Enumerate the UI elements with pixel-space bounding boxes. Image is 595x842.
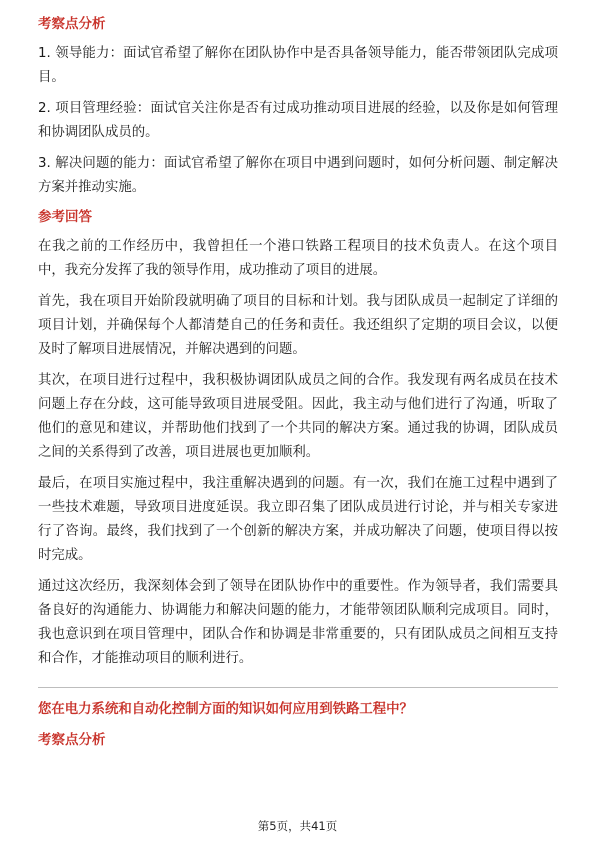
- section-title-analysis: 考察点分析: [38, 16, 106, 32]
- document-page: [38, 14, 558, 758]
- answer-paragraph-1: 在我之前的工作经历中，我曾担任一个港口铁路工程项目的技术负责人。在这个项目中，我充分发挥了我的领导作用，成功推动了项目的进展。: [38, 239, 558, 278]
- answer-paragraph-5: 通过这次经历，我深刻体会到了领导在团队协作中的重要性。作为领导者，我们需要具备良好的沟通能力、协调能力和解决问题的能力，才能带领团队顺利完成项目。同时，我也意识到在项目管理中，团队合作和协调是非常重要的，只有团队成员之间相互支持和合作，才能推动项目的顺利进行。: [38, 579, 558, 666]
- analysis-item-2: 2. 项目管理经验：面试官关注你是否有过成功推动项目进展的经验，以及你是如何管理和协调团队成员的。: [38, 101, 558, 140]
- section-title-analysis-next: 考察点分析: [38, 732, 106, 748]
- section-divider: [38, 687, 558, 688]
- section-title-answer: 参考回答: [38, 209, 92, 225]
- answer-paragraph-2: 首先，我在项目开始阶段就明确了项目的目标和计划。我与团队成员一起制定了详细的项目计划，并确保每个人都清楚自己的任务和责任。我还组织了定期的项目会议，以便及时了解项目进展情况，并解决遇到的问题。: [38, 294, 558, 357]
- analysis-item-1: 1. 领导能力：面试官希望了解你在团队协作中是否具备领导能力，能否带领团队完成项目。: [38, 46, 558, 85]
- analysis-item-3: 3. 解决问题的能力：面试官希望了解你在项目中遇到问题时，如何分析问题、制定解决方案并推动实施。: [38, 156, 558, 195]
- page-number: 第5页，共41页: [257, 819, 338, 833]
- answer-paragraph-3: 其次，在项目进行过程中，我积极协调团队成员之间的合作。我发现有两名成员在技术问题上存在分歧，这可能导致项目进展受阻。因此，我主动与他们进行了沟通，听取了他们的意见和建议，并帮助他们找到了一个共同的解决方案。通过我的协调，团队成员之间的关系得到了改善，项目进展也更加顺利。: [38, 373, 558, 460]
- answer-paragraph-4: 最后，在项目实施过程中，我注重解决遇到的问题。有一次，我们在施工过程中遇到了一些技术难题，导致项目进度延误。我立即召集了团队成员进行讨论，并与相关专家进行了咨询。最终，我们找到了一个创新的解决方案，并成功解决了问题，使项目得以按时完成。: [38, 476, 558, 563]
- next-question: 您在电力系统和自动化控制方面的知识如何应用到铁路工程中？: [38, 702, 413, 717]
